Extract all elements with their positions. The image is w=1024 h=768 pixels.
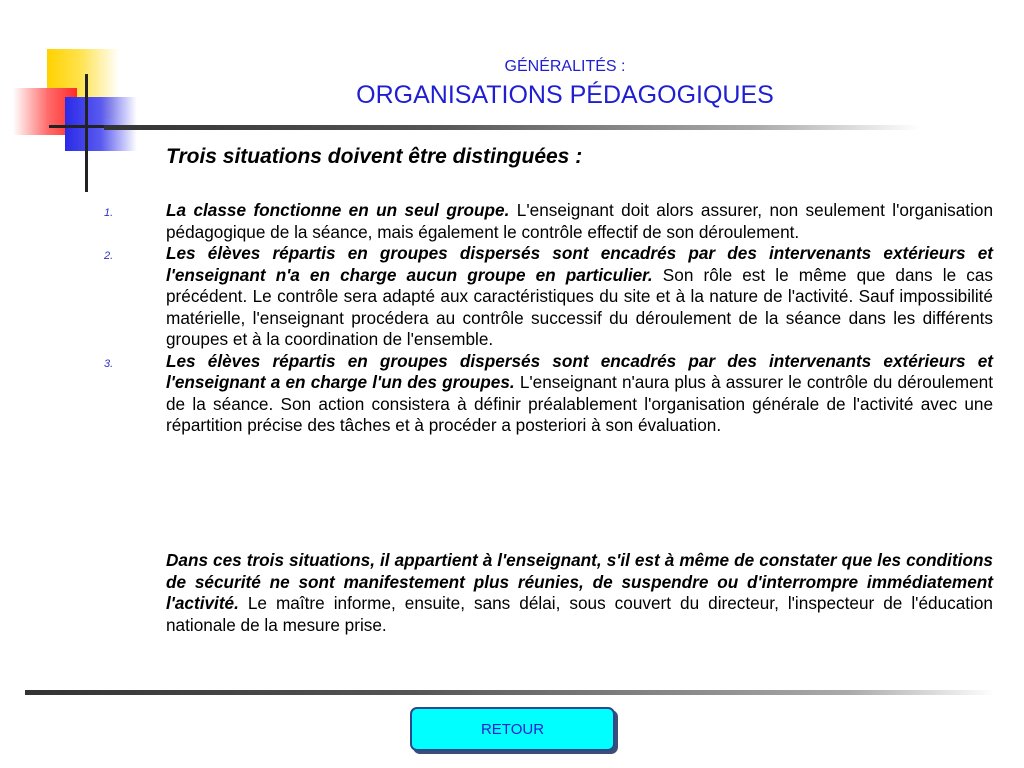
- list-item: [104, 351, 993, 437]
- logo-horizontal-line: [49, 125, 109, 128]
- item-number: 2.: [104, 250, 114, 262]
- conclusion-heading: Dans ces trois situations, il appartient à l'enseignant, s'il est à même de constater que les conditions de sécurité ne sont manifestement plus réunies, de suspendre ou d'interrompre immédiatement l'activité.: [166, 550, 993, 613]
- item-number: 1.: [104, 207, 114, 219]
- item-body: L'enseignant n'aura plus à assurer le contrôle du déroulement de la séance. Son action consistera à définir préalablement l'organisation générale de l'activité avec une répartition précise des tâches et à procéder a posteriori à son évaluation.: [166, 372, 993, 435]
- list-item: [104, 243, 993, 351]
- conclusion-paragraph: [166, 550, 993, 636]
- situations-list: [104, 200, 993, 437]
- page-subtitle: GÉNÉRALITÉS :: [504, 58, 626, 75]
- top-divider: [104, 125, 920, 130]
- item-heading: Les élèves répartis en groupes dispersés sont encadrés par des intervenants extérieurs et l'enseignant a en charge l'un des groupes.: [166, 350, 993, 392]
- retour-button[interactable]: [410, 707, 615, 751]
- conclusion-body: Le maître informe, ensuite, sans délai, sous couvert du directeur, l'inspecteur de l'éducation nationale de la mesure prise.: [166, 593, 993, 635]
- item-body: L'enseignant doit alors assurer, non seulement l'organisation pédagogique de la séance, mais également le contrôle effectif de son déroulement.: [166, 200, 994, 242]
- item-body: Son rôle est le même que dans le cas précédent. Le contrôle sera adapté aux caractéristiques du site et à la nature de l'activité. Sauf impossibilité matérielle, l'enseignant procédera au contrôle successif du déroulement de la séance dans les différents groupes et à la coordination de l'ensemble.: [166, 264, 993, 349]
- item-number: 3.: [104, 357, 114, 370]
- page-title: ORGANISATIONS PÉDAGOGIQUES: [356, 81, 774, 109]
- retour-button-label: RETOUR: [480, 720, 545, 738]
- list-item: [104, 200, 993, 243]
- intro-text: Trois situations doivent être distinguées :: [166, 145, 583, 168]
- item-heading: La classe fonctionne en un seul groupe.: [166, 200, 510, 220]
- item-heading: Les élèves répartis en groupes dispersés sont encadrés par des intervenants extérieurs et l'enseignant n'a en charge aucun groupe en particulier.: [166, 243, 993, 285]
- bottom-divider: [25, 690, 995, 695]
